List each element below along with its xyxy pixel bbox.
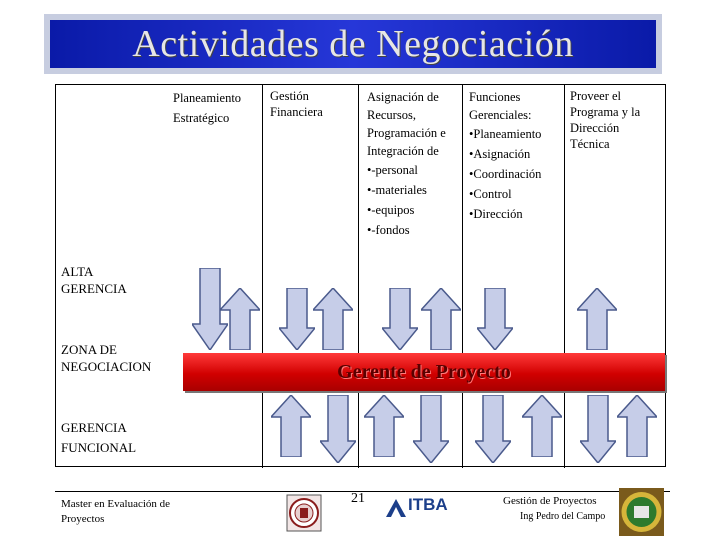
arrow-up-icon	[421, 288, 461, 350]
institution-crest-icon	[619, 488, 664, 536]
arrow-down-icon	[382, 288, 418, 350]
footer-course	[61, 497, 170, 527]
row-label-line: FUNCIONAL	[61, 440, 137, 455]
column-divider	[358, 84, 359, 468]
column-text: Financiera	[270, 105, 323, 119]
column-text: Programa y la	[570, 105, 641, 119]
itba-logo-text: ITBA	[408, 495, 448, 514]
page-number: 21	[351, 491, 365, 506]
arrow-up-icon	[220, 288, 260, 350]
column-proveer	[570, 88, 640, 152]
column-bullet: •-materiales	[367, 183, 427, 197]
column-funciones	[469, 88, 541, 224]
itba-logo-icon	[386, 499, 406, 517]
column-text: Técnica	[570, 137, 610, 151]
column-text: Gerenciales:	[469, 108, 532, 122]
column-text: Planeamiento	[173, 91, 242, 105]
row-label-alta-gerencia	[61, 263, 127, 297]
column-divider	[462, 84, 463, 468]
row-label-line: NEGOCIACION	[61, 359, 152, 374]
column-divider	[262, 84, 263, 468]
arrow-down-icon	[580, 395, 616, 463]
row-label-gerencia-funcional	[61, 418, 136, 458]
university-seal-icon	[286, 494, 322, 532]
column-text: Gestión	[270, 89, 309, 103]
column-text: Estratégico	[173, 111, 230, 125]
footer-course-line: Master en Evaluación de	[61, 498, 171, 510]
row-label-line: ZONA DE	[61, 342, 117, 357]
column-bullet: •Planeamiento	[469, 127, 542, 141]
row-label-line: ALTA	[61, 264, 94, 279]
arrow-down-icon	[477, 288, 513, 350]
column-bullet: •Asignación	[469, 147, 531, 161]
arrow-up-icon	[617, 395, 657, 457]
column-bullet: •-fondos	[367, 223, 410, 237]
arrow-up-icon	[577, 288, 617, 350]
column-text: Proveer el	[570, 89, 622, 103]
arrow-up-icon	[364, 395, 404, 457]
arrow-up-icon	[271, 395, 311, 457]
column-divider	[564, 84, 565, 468]
column-gestion	[270, 88, 323, 120]
column-bullet: •-personal	[367, 163, 418, 177]
title-banner-inner	[50, 20, 656, 68]
footer-course-title: Gestión de Proyectos	[503, 495, 597, 507]
column-text: Asignación de	[367, 90, 439, 104]
arrow-down-icon	[475, 395, 511, 463]
column-text: Dirección	[570, 121, 620, 135]
arrow-up-icon	[522, 395, 562, 457]
arrow-down-icon	[320, 395, 356, 463]
column-text: Programación e	[367, 126, 446, 140]
row-label-line: GERENCIA	[61, 420, 127, 435]
column-bullet: •-equipos	[367, 203, 415, 217]
slide-title: Actividades de Negociación	[132, 23, 574, 65]
column-planeamiento	[173, 88, 241, 128]
row-label-zona-negociacion	[61, 341, 151, 375]
gerente-proyecto-bar	[183, 353, 665, 391]
column-bullet: •Control	[469, 187, 512, 201]
footer-course-line: Proyectos	[61, 513, 105, 525]
column-bullet: •Dirección	[469, 207, 523, 221]
row-label-line: GERENCIA	[61, 281, 127, 296]
title-banner	[44, 14, 662, 74]
column-text: Funciones	[469, 90, 521, 104]
arrow-down-icon	[279, 288, 315, 350]
arrow-down-icon	[413, 395, 449, 463]
column-asignacion	[367, 88, 446, 240]
gerente-proyecto-label: Gerente de Proyecto	[337, 360, 511, 383]
column-text: Recursos,	[367, 108, 416, 122]
footer-author: Ing Pedro del Campo	[520, 511, 606, 522]
arrow-up-icon	[313, 288, 353, 350]
column-text: Integración de	[367, 144, 439, 158]
column-bullet: •Coordinación	[469, 167, 542, 181]
